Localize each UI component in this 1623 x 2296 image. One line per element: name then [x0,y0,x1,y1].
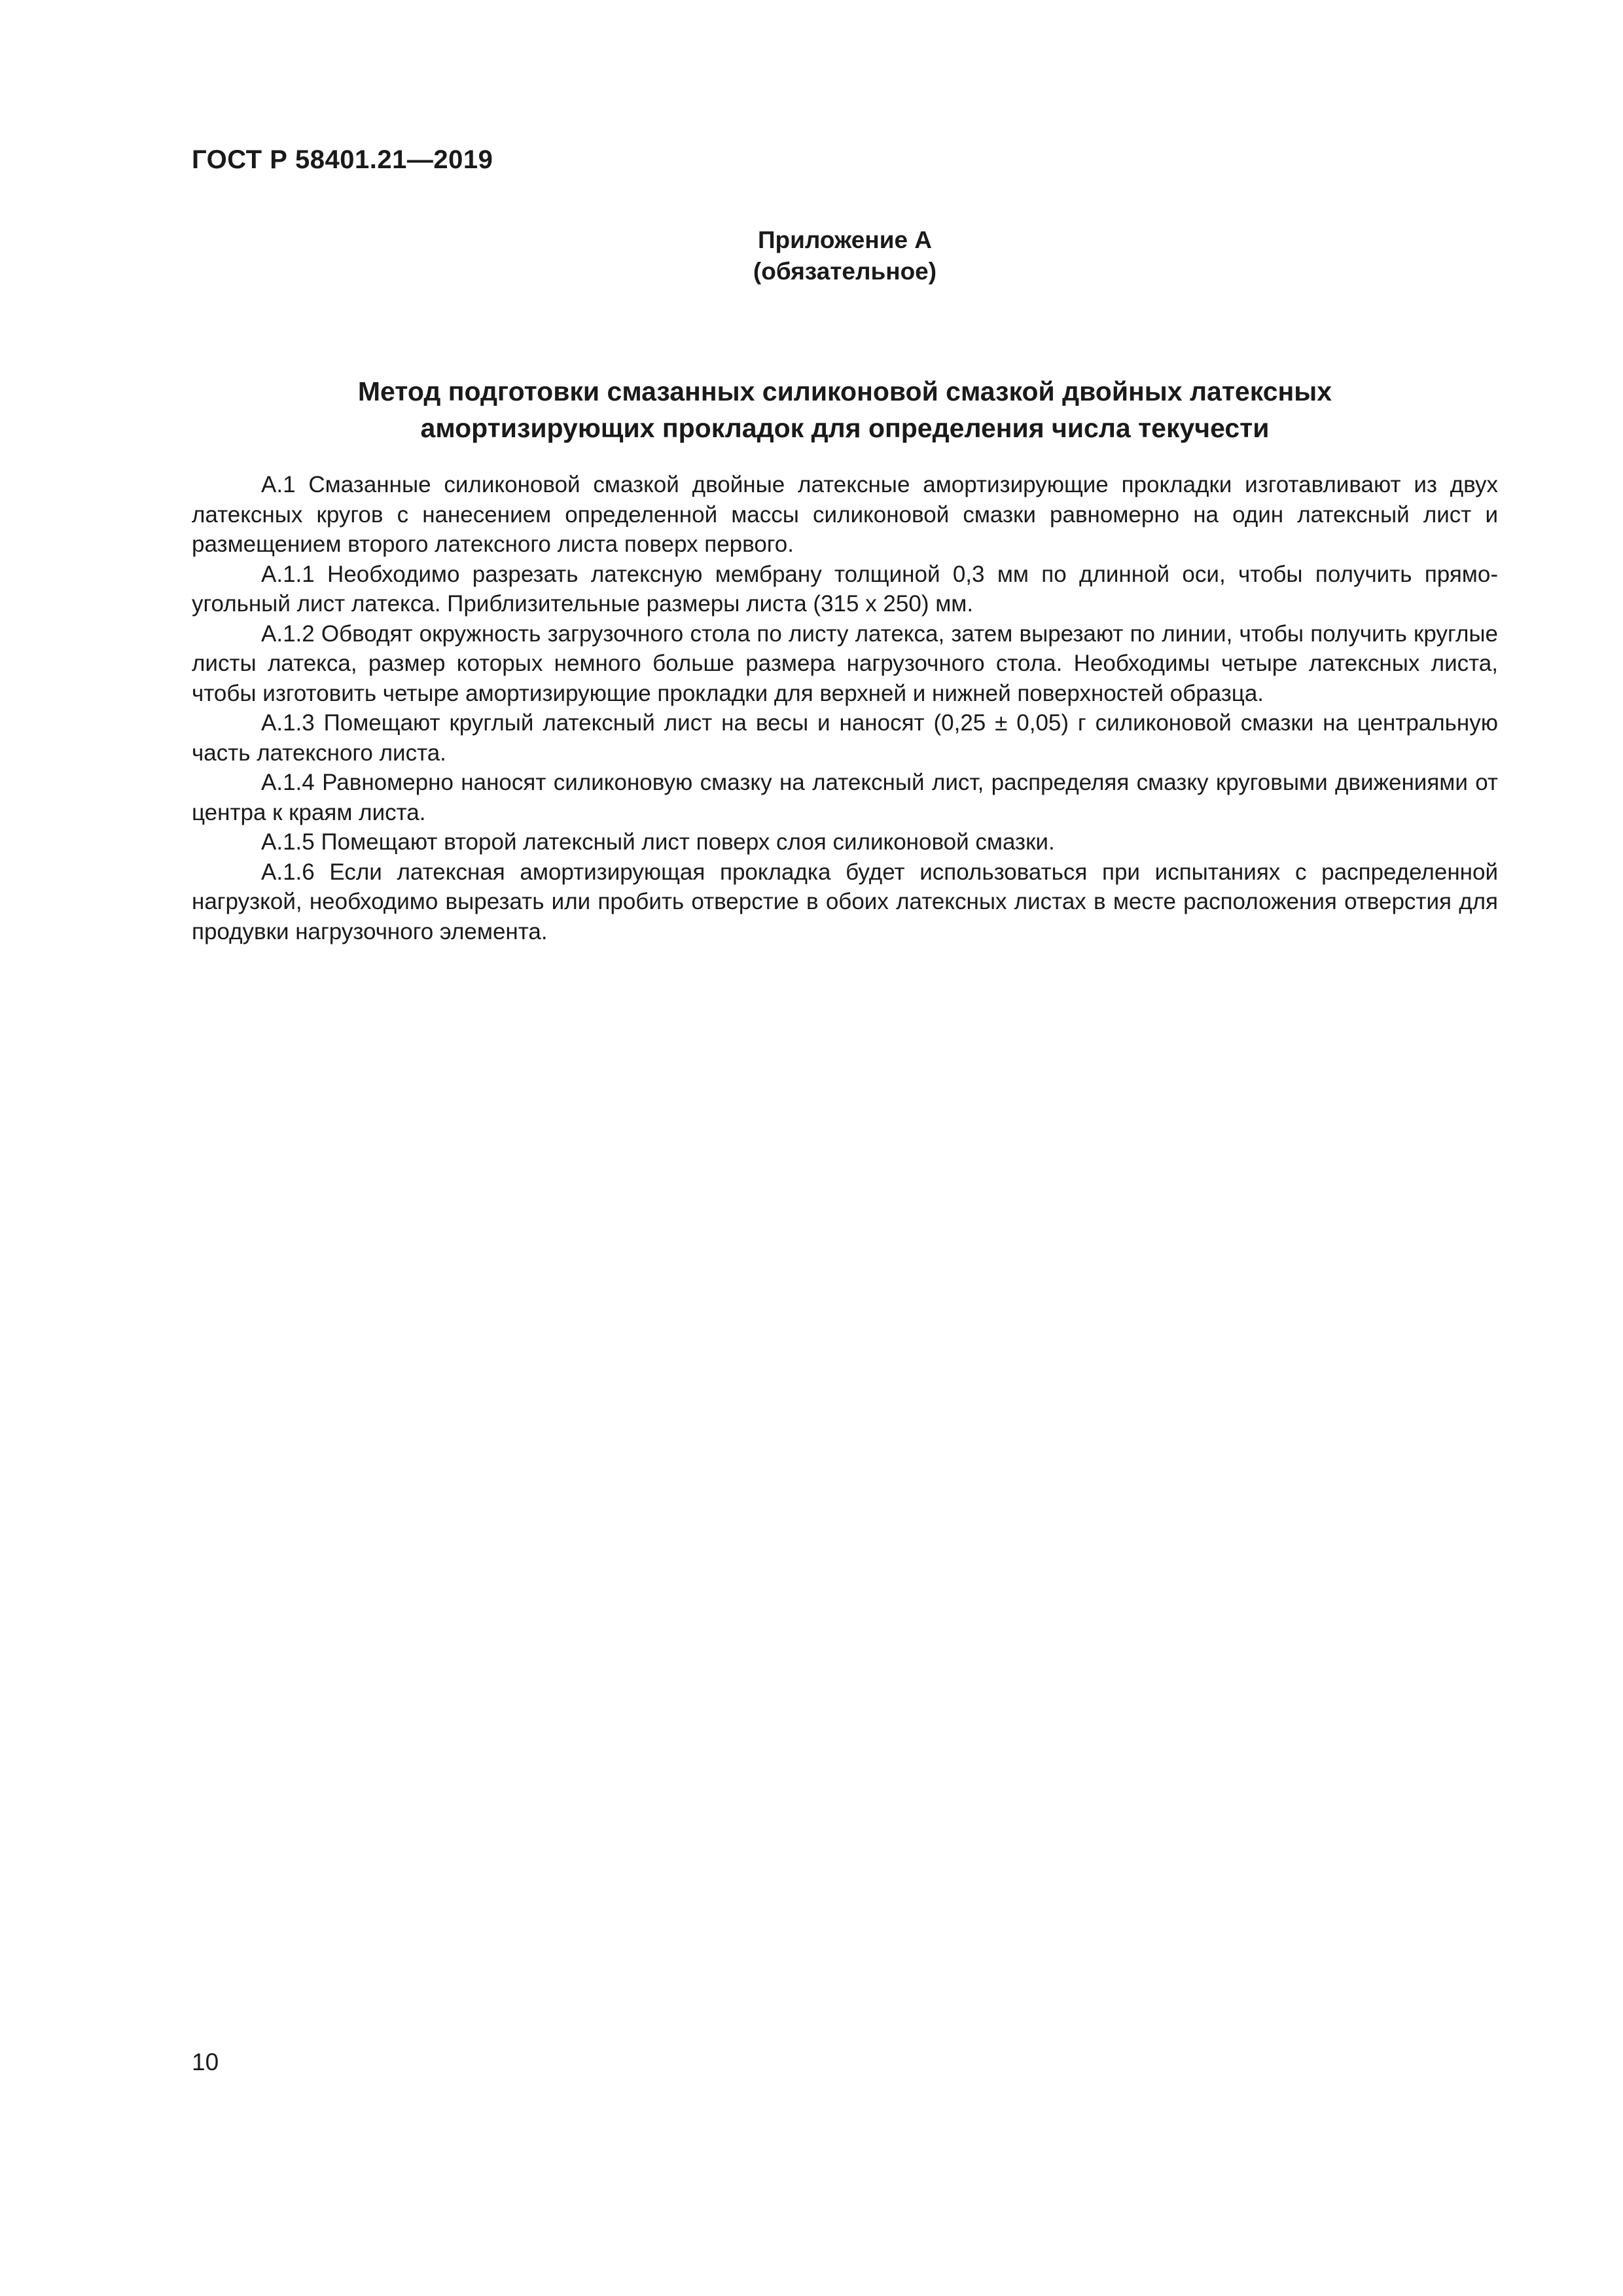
annex-title [192,373,1498,446]
annex-title-line: Метод подготовки смазанных силиконовой смазкой двойных латексных [357,376,1332,406]
document-body [192,470,1498,946]
annex-title-line: амортизирующих прокладок для определения числа текучести [420,413,1270,443]
document-id: ГОСТ Р 58401.21—2019 [192,145,493,174]
paragraph-a1-4: А.1.4 Равномерно наносят силиконовую смазку на латексный лист, распределяя смазку круговыми движениями от центра к краям листа. [192,770,1498,825]
paragraph-a1: А.1 Смазанные силиконовой смазкой двойные латексные амортизирующие прокладки изготавливают из двух латексных кругов с нанесением определенной массы силиконовой смазки равномерно на один латексный лист и размещением второго латексного листа поверх первого. [192,472,1498,557]
paragraph-a1-5: А.1.5 Помещают второй латексный лист поверх слоя силиконовой смазки. [261,829,1055,855]
annex-label: Приложение А [757,226,933,253]
paragraph-a1-3: А.1.3 Помещают круглый латексный лист на весы и наносят (0,25 ± 0,05) г силиконовой смазки на центральную часть латексного листа. [192,710,1498,766]
annex-status: (обязательное) [753,258,937,285]
paragraph-a1-2: А.1.2 Обводят окружность загрузочного стола по листу латекса, затем вырезают по линии, чтобы получить круглые листы латекса, размер которых немного больше размера нагрузочного стола. Необходимы четыре латексных листа, чтобы изготовить четыре амортизирующие прокладки для верхней и нижней поверхностей образца. [192,620,1498,706]
paragraph-a1-6: А.1.6 Если латексная амортизирующая прокладка будет использоваться при испытаниях с распределенной нагрузкой, необходимо вырезать или пробить отверстие в обоих латексных листах в месте расположения отверстия для продувки нагрузочного элемента. [192,859,1498,944]
page-number: 10 [192,2049,219,2075]
paragraph-a1-1: А.1.1 Необходимо разрезать латексную мембрану толщиной 0,3 мм по длинной оси, чтобы получить прямоугольный лист латекса. Приблизительные размеры листа (315 x 250) мм. [192,561,1498,617]
